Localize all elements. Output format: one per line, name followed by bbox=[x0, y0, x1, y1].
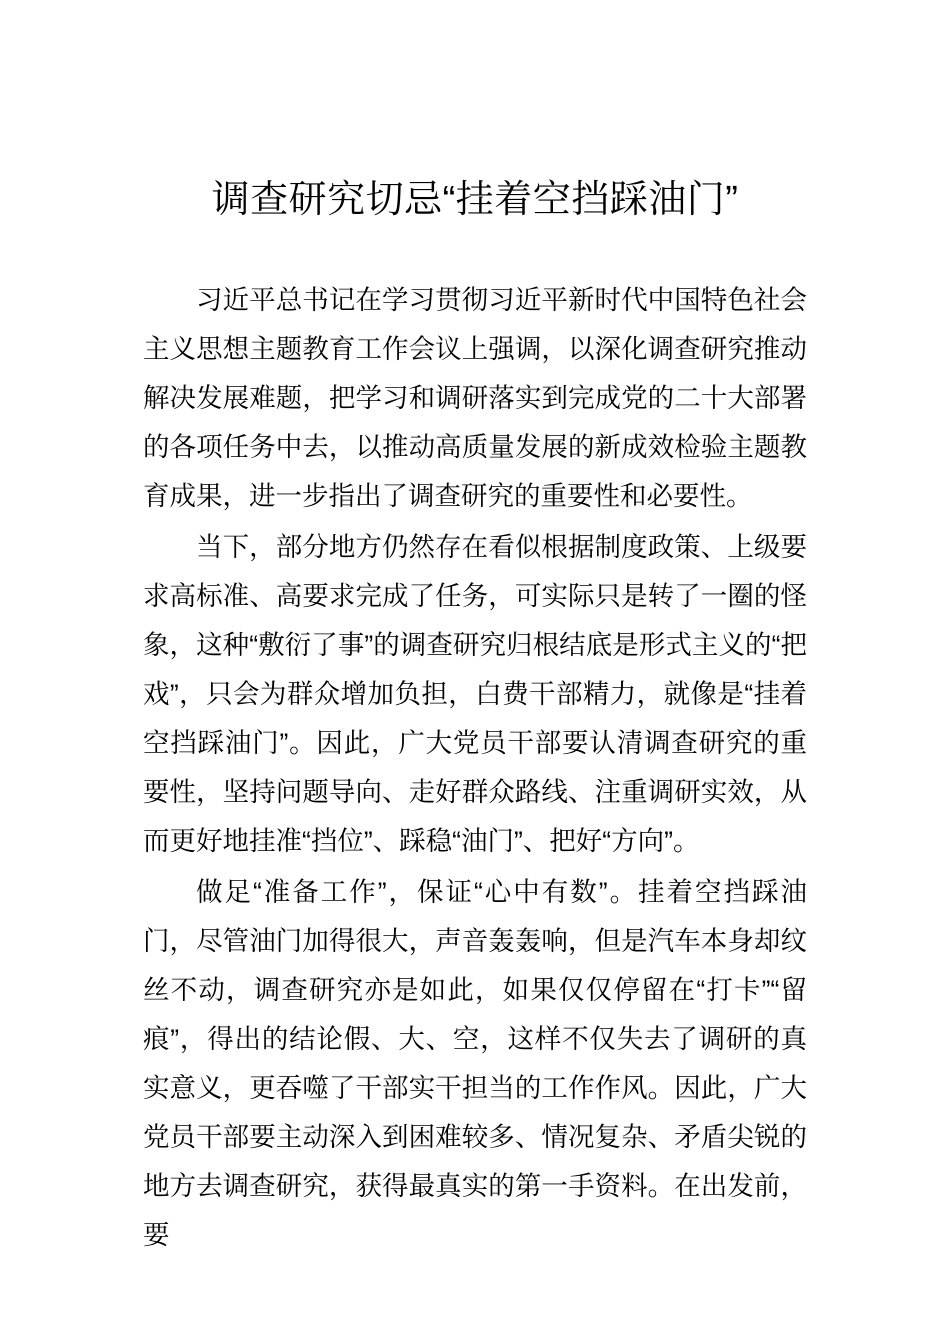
paragraph-3: 做足“准备工作”，保证“心中有数”。挂着空挡踩油门，尽管油门加得很大，声音轰轰响，但是汽车本身却纹丝不动，调查研究亦是如此，如果仅仅停留在“打卡”“留痕”，得出的结论假、大、空，这样不仅失去了调研的真实意义，更吞噬了干部实干担当的工作作风。因此，广大党员干部要主动深入到困难较多、情况复杂、矛盾尖锐的地方去调查研究，获得最真实的第一手资料。在出发前，要 bbox=[143, 876, 807, 1250]
document-body bbox=[143, 276, 807, 1260]
paragraph-1: 习近平总书记在学习贯彻习近平新时代中国特色社会主义思想主题教育工作会议上强调，以深化调查研究推动解决发展难题，把学习和调研落实到完成党的二十大部署的各项任务中去，以推动高质量发展的新成效检验主题教育成果，进一步指出了调查研究的重要性和必要性。 bbox=[143, 284, 807, 511]
document-title: 调查研究切忌“挂着空挡踩油门” bbox=[211, 179, 739, 221]
paragraph-2: 当下，部分地方仍然存在看似根据制度政策、上级要求高标准、高要求完成了任务，可实际只是转了一圈的怪象，这种“敷衍了事”的调查研究归根结底是形式主义的“把戏”，只会为群众增加负担，白费干部精力，就像是“挂着空挡踩油门”。因此，广大党员干部要认清调查研究的重要性，坚持问题导向、走好群众路线、注重调研实效，从而更好地挂准“挡位”、踩稳“油门”、把好“方向”。 bbox=[143, 531, 807, 856]
